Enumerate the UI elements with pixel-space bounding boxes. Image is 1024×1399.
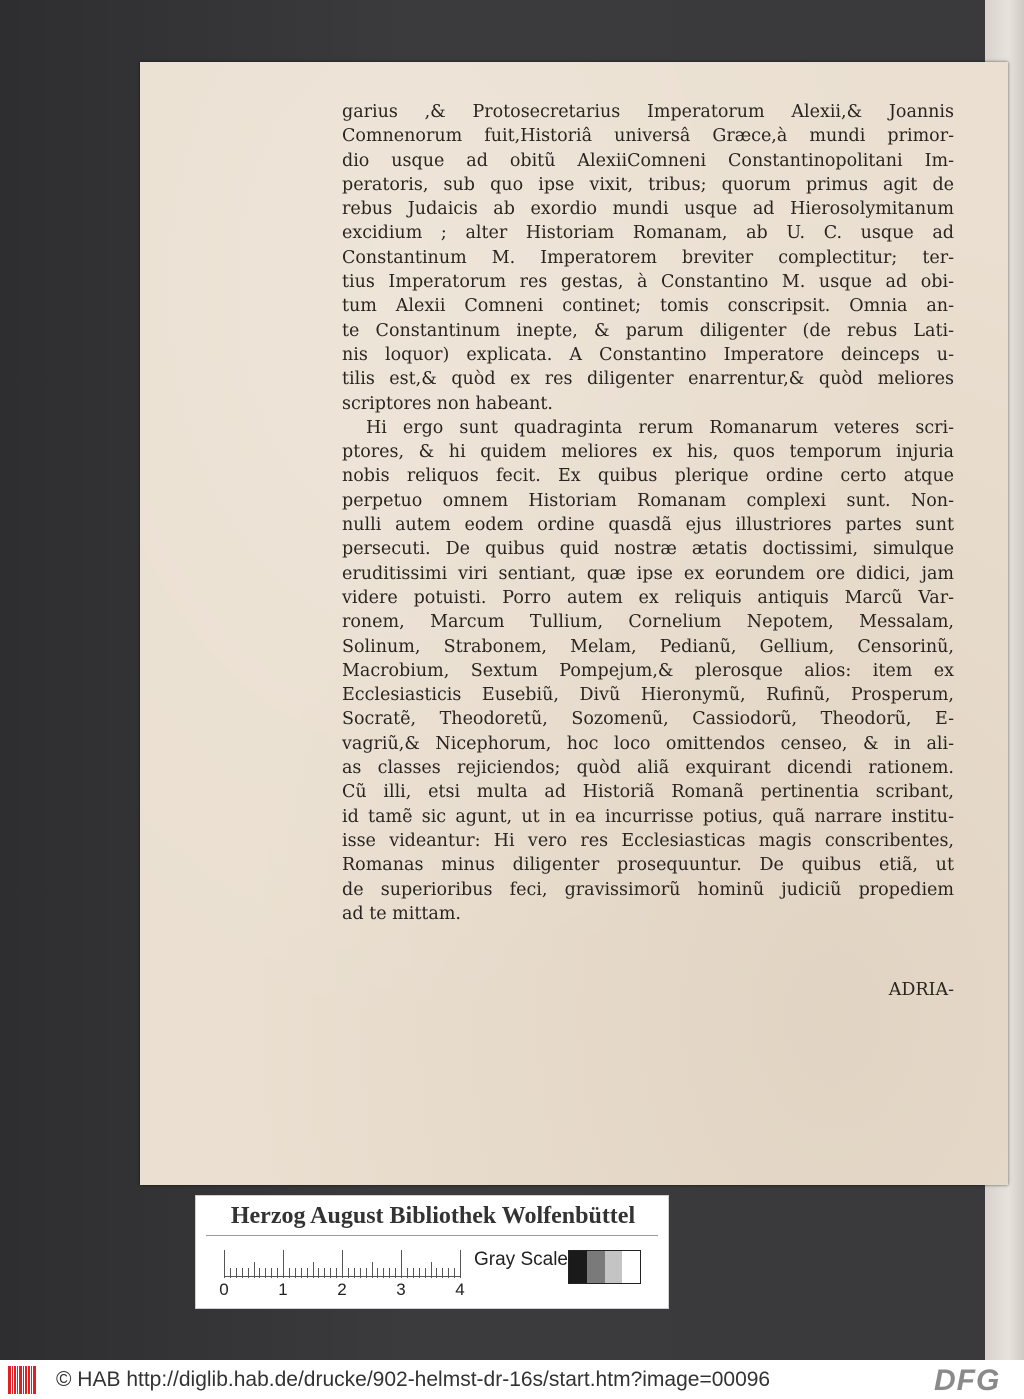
hab-barcode-logo: [8, 1366, 44, 1394]
ruler-tick: [436, 1268, 437, 1278]
text-line: garius ,& Protosecretarius Imperatorum Alexii,& Joannis: [342, 102, 954, 122]
barcode-bar: [33, 1366, 36, 1394]
catchword: ADRIA-: [888, 980, 954, 1000]
ruler-tick: [389, 1268, 390, 1278]
text-line: scriptores non habeant.: [342, 393, 553, 414]
ruler-number: 2: [337, 1280, 347, 1299]
barcode-bar: [19, 1366, 22, 1394]
footer-bar: [0, 1360, 1024, 1399]
ruler-tick: [336, 1268, 337, 1278]
ruler-tick: [254, 1262, 255, 1278]
ruler-tick: [307, 1268, 308, 1278]
ruler-tick: [395, 1268, 396, 1278]
ruler-tick: [383, 1268, 384, 1278]
gray-swatch: [587, 1251, 605, 1283]
text-line: eruditissimi viri sentiant, quæ ipse ex eorundem ore didici, jam: [342, 563, 954, 584]
ruler-tick: [401, 1250, 402, 1278]
dfg-logo: DFG: [934, 1364, 1001, 1397]
text-line: rebus Judaicis ab exordio mundi usque ad Hierosolymitanum: [342, 199, 954, 220]
text-line: Romanas minus diligenter prosequuntur. De quibus etiã, ut: [342, 855, 954, 876]
text-line: tum Alexii Comneni continet; tomis conscripsit. Omnia an-: [342, 296, 954, 317]
ruler-tick: [460, 1250, 461, 1278]
ruler-tick: [425, 1268, 426, 1278]
ruler-number: 4: [455, 1280, 465, 1299]
ruler-tick: [454, 1268, 455, 1278]
gray-swatch: [622, 1251, 640, 1283]
text-line: ronem, Marcum Tullium, Cornelium Nepotem, Messalam,: [342, 612, 954, 633]
barcode-bar: [25, 1366, 27, 1394]
gray-swatch: [569, 1251, 587, 1283]
latin-text-block: [342, 100, 954, 926]
ruler-tick: [342, 1250, 343, 1278]
gray-scale-label: Gray Scale: [474, 1249, 568, 1270]
text-line: tius Imperatorum res gestas, à Constantino M. usque ad obi-: [342, 272, 954, 293]
ruler-tick: [277, 1268, 278, 1278]
barcode-bar: [17, 1366, 18, 1394]
text-line: perpetuo omnem Historiam Romanam complexi sunt. Non-: [342, 490, 954, 511]
barcode-bar: [28, 1366, 30, 1394]
card-divider: [206, 1235, 658, 1236]
ruler-number: 3: [396, 1280, 406, 1299]
text-line: Solinum, Strabonem, Melam, Pedianũ, Gellium, Censorinũ,: [342, 636, 954, 657]
ruler-tick: [419, 1268, 420, 1278]
ruler-tick: [248, 1268, 249, 1278]
barcode-bar: [8, 1366, 11, 1394]
barcode-bar: [12, 1366, 13, 1394]
ruler-tick: [283, 1250, 284, 1278]
ruler-tick: [230, 1268, 231, 1278]
ruler-tick: [301, 1268, 302, 1278]
gray-scale-swatches: [568, 1250, 641, 1284]
text-line: videre potuisti. Porro autem ex reliquis antiquis Marcũ Var-: [342, 587, 954, 608]
ruler-tick: [313, 1262, 314, 1278]
ruler-tick: [377, 1268, 378, 1278]
ruler-numbers: [218, 1280, 478, 1300]
ruler-tick: [372, 1262, 373, 1278]
ruler-tick: [236, 1268, 237, 1278]
ruler-tick: [242, 1268, 243, 1278]
ruler-tick: [407, 1268, 408, 1278]
text-line: id tamẽ sic agunt, ut in ea incurrisse potius, quã narrare institu-: [342, 806, 954, 827]
text-line: Socratẽ, Theodoretũ, Sozomenũ, Cassiodorũ, Theodorũ, E-: [342, 709, 954, 730]
barcode-bar: [23, 1366, 24, 1394]
text-line: nobis reliquos fecit. Ex quibus plerique ordine certo atque: [342, 466, 954, 487]
text-line: peratoris, sub quo ipse vixit, tribus; quorum primus agit de: [342, 174, 954, 195]
text-line: Hi ergo sunt quadraginta rerum Romanarum veteres scri-: [366, 417, 954, 438]
barcode-bar: [31, 1366, 32, 1394]
text-line: ptores, & hi quidem meliores ex his, quos temporum injuria: [342, 442, 954, 463]
text-line: te Constantinum inepte, & parum diligenter (de rebus Lati-: [342, 320, 954, 341]
text-line: as classes rejiciendos; quòd aliã exquirant dicendi rationem.: [342, 758, 954, 779]
text-line: nulli autem eodem ordine quasdã ejus illustriores partes sunt: [342, 515, 954, 536]
color-scale-card: [195, 1195, 669, 1309]
ruler-tick: [324, 1268, 325, 1278]
ruler-tick: [265, 1268, 266, 1278]
ruler-tick: [224, 1250, 225, 1278]
text-line: dio usque ad obitũ AlexiiComneni Constantinopolitani Im-: [342, 150, 954, 171]
ruler-number: 0: [219, 1280, 229, 1299]
ruler-tick: [354, 1268, 355, 1278]
library-name: Herzog August Bibliothek Wolfenbüttel: [230, 1203, 636, 1229]
ruler-tick: [431, 1262, 432, 1278]
ruler-tick: [330, 1268, 331, 1278]
ruler-tick: [448, 1268, 449, 1278]
text-line: Ecclesiasticis Eusebiũ, Divũ Hieronymũ, Rufinũ, Prosperum,: [342, 685, 954, 706]
gray-swatch: [605, 1251, 623, 1283]
text-line: isse videantur: Hi vero res Ecclesiasticas magis conscribentes,: [342, 830, 954, 851]
ruler-tick: [348, 1268, 349, 1278]
copyright-url[interactable]: © HAB http://diglib.hab.de/drucke/902-helmst-dr-16s/start.htm?image=00096: [56, 1368, 771, 1391]
ruler-tick: [271, 1268, 272, 1278]
ruler-tick: [289, 1268, 290, 1278]
ruler-tick: [413, 1268, 414, 1278]
ruler-tick: [259, 1268, 260, 1278]
ruler-tick: [295, 1268, 296, 1278]
text-line: Macrobium, Sextum Pompejum,& plerosque alios: item ex: [342, 660, 954, 681]
text-line: tilis est,& quòd ex res diligenter enarrentur,& quòd meliores: [342, 369, 954, 390]
ruler-tick: [366, 1268, 367, 1278]
text-line: Comnenorum fuit,Historiâ universâ Græce,à mundi primor-: [342, 126, 954, 147]
ruler-number: 1: [278, 1280, 288, 1299]
text-line: Constantinum M. Imperatorem breviter complectitur; ter-: [342, 247, 954, 268]
text-line: ad te mittam.: [342, 903, 461, 924]
text-line: nis loquor) explicata. A Constantino Imperatore deinceps u-: [342, 344, 954, 365]
measurement-ruler: [224, 1248, 464, 1278]
ruler-tick: [442, 1268, 443, 1278]
text-line: excidium ; alter Historiam Romanam, ab U. C. usque ad: [342, 223, 954, 244]
text-line: Cũ illi, etsi multa ad Historiã Romanã pertinentia scribant,: [342, 782, 954, 803]
ruler-tick: [318, 1268, 319, 1278]
text-line: vagriũ,& Nicephorum, hoc loco omittendos censeo, & in ali-: [342, 733, 954, 754]
text-line: de superioribus feci, gravissimorũ hominũ judiciũ propediem: [342, 879, 954, 900]
text-line: persecuti. De quibus quid nostræ ætatis doctissimi, simulque: [342, 539, 954, 560]
barcode-bar: [14, 1366, 16, 1394]
ruler-tick: [360, 1268, 361, 1278]
